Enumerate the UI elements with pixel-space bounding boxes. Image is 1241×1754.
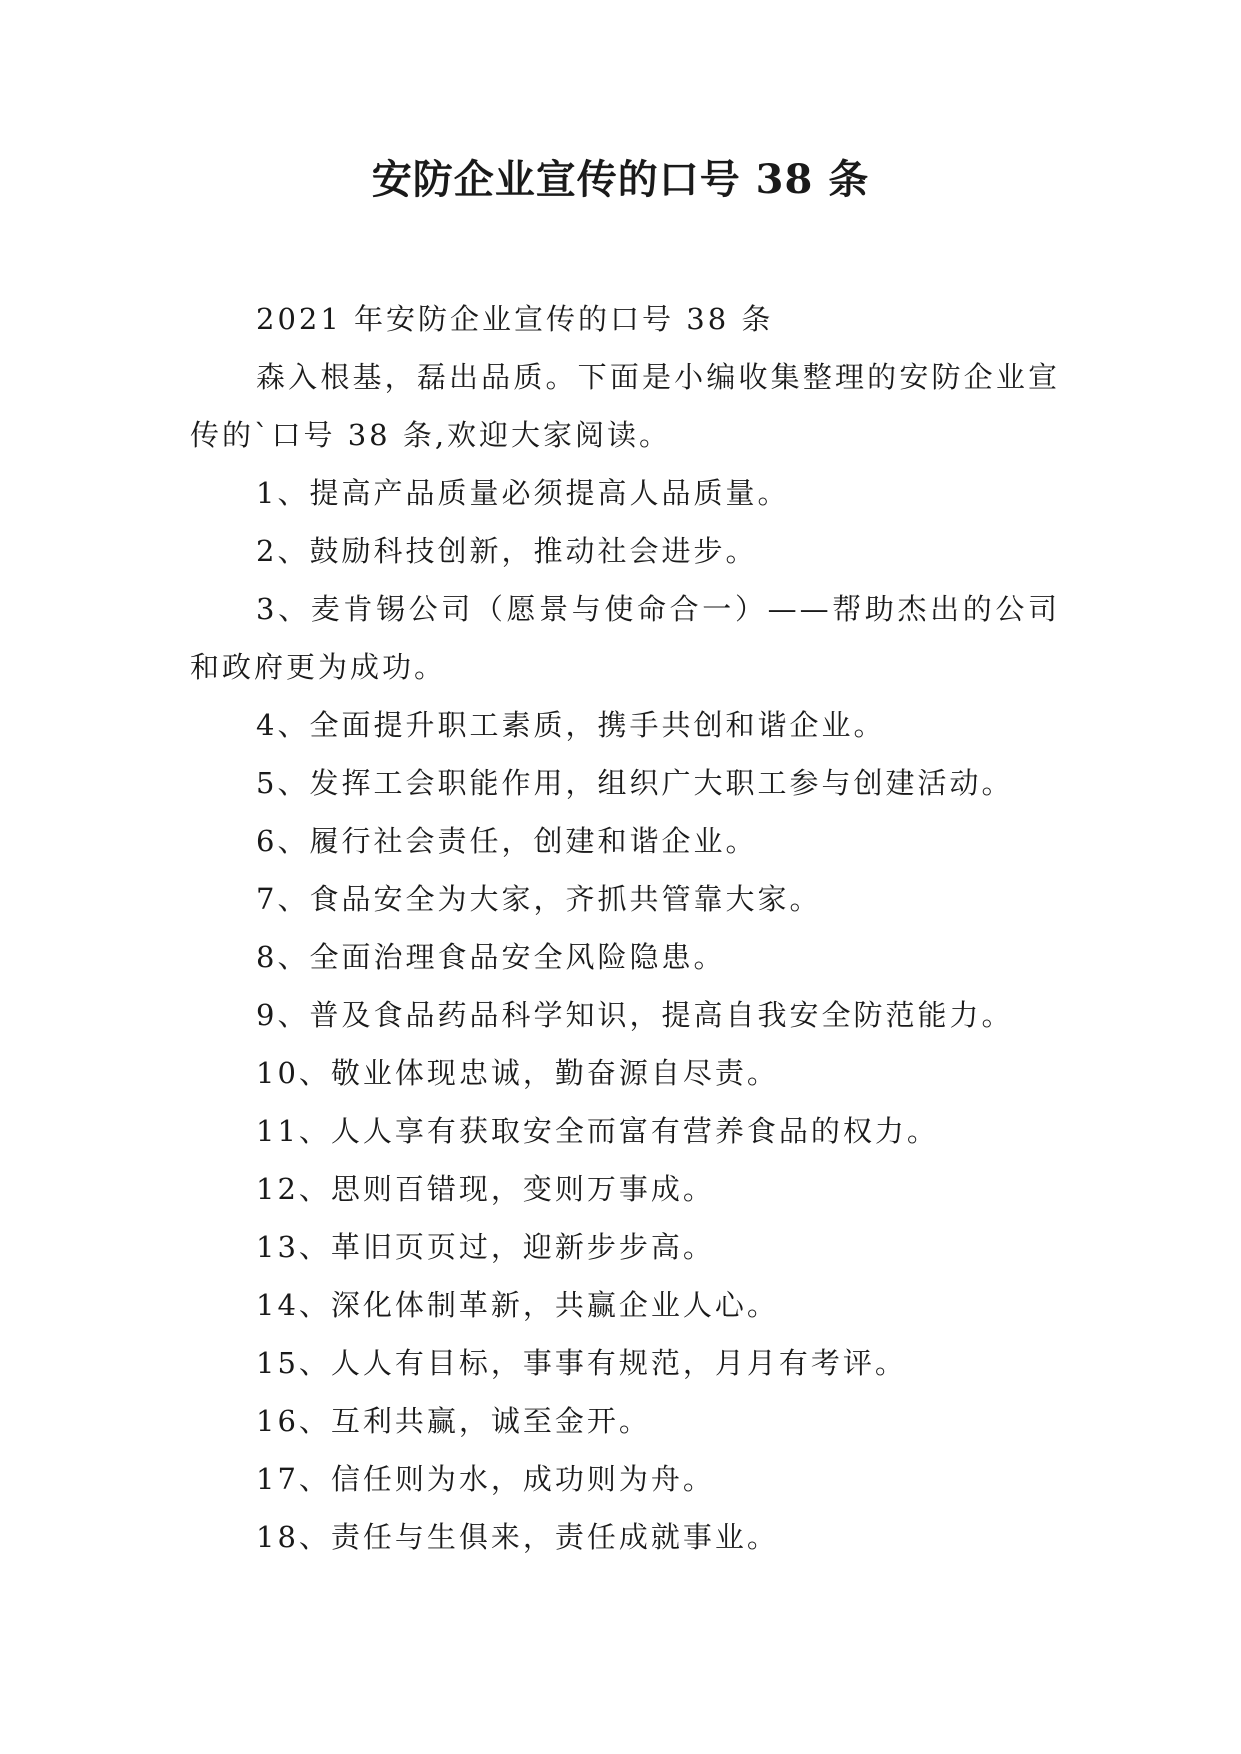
list-item: 18、责任与生俱来，责任成就事业。 xyxy=(256,1520,779,1554)
list-item: 13、革旧页页过，迎新步步高。 xyxy=(256,1230,715,1264)
list-item: 5、发挥工会职能作用，组织广大职工参与创建活动。 xyxy=(256,766,1014,800)
list-item: 15、人人有目标，事事有规范，月月有考评。 xyxy=(256,1346,907,1380)
list-item: 16、互利共赢，诚至金开。 xyxy=(256,1404,651,1438)
document-title: 安防企业宣传的口号 38 条 xyxy=(371,156,870,203)
intro-paragraph: 森入根基，磊出品质。下面是小编收集整理的安防企业宣传的`口号 38 条,欢迎大家阅读。 xyxy=(190,360,1060,452)
list-item: 11、人人享有获取安全而富有营养食品的权力。 xyxy=(256,1114,939,1148)
list-item: 4、全面提升职工素质，携手共创和谐企业。 xyxy=(256,708,886,742)
list-item: 8、全面治理食品安全风险隐患。 xyxy=(256,940,726,974)
list-item: 10、敬业体现忠诚，勤奋源自尽责。 xyxy=(256,1056,779,1090)
list-item: 12、思则百错现，变则万事成。 xyxy=(256,1172,715,1206)
list-item: 17、信任则为水，成功则为舟。 xyxy=(256,1462,715,1496)
list-item: 9、普及食品药品科学知识，提高自我安全防范能力。 xyxy=(256,998,1014,1032)
list-item: 14、深化体制革新，共赢企业人心。 xyxy=(256,1288,779,1322)
list-item: 1、提高产品质量必须提高人品质量。 xyxy=(256,476,790,510)
document-body xyxy=(190,290,1060,1566)
subtitle-paragraph: 2021 年安防企业宣传的口号 38 条 xyxy=(256,302,774,336)
list-item: 7、食品安全为大家，齐抓共管靠大家。 xyxy=(256,882,822,916)
list-item: 6、履行社会责任，创建和谐企业。 xyxy=(256,824,758,858)
list-item: 3、麦肯锡公司（愿景与使命合一）——帮助杰出的公司和政府更为成功。 xyxy=(190,592,1060,684)
list-item: 2、鼓励科技创新，推动社会进步。 xyxy=(256,534,758,568)
